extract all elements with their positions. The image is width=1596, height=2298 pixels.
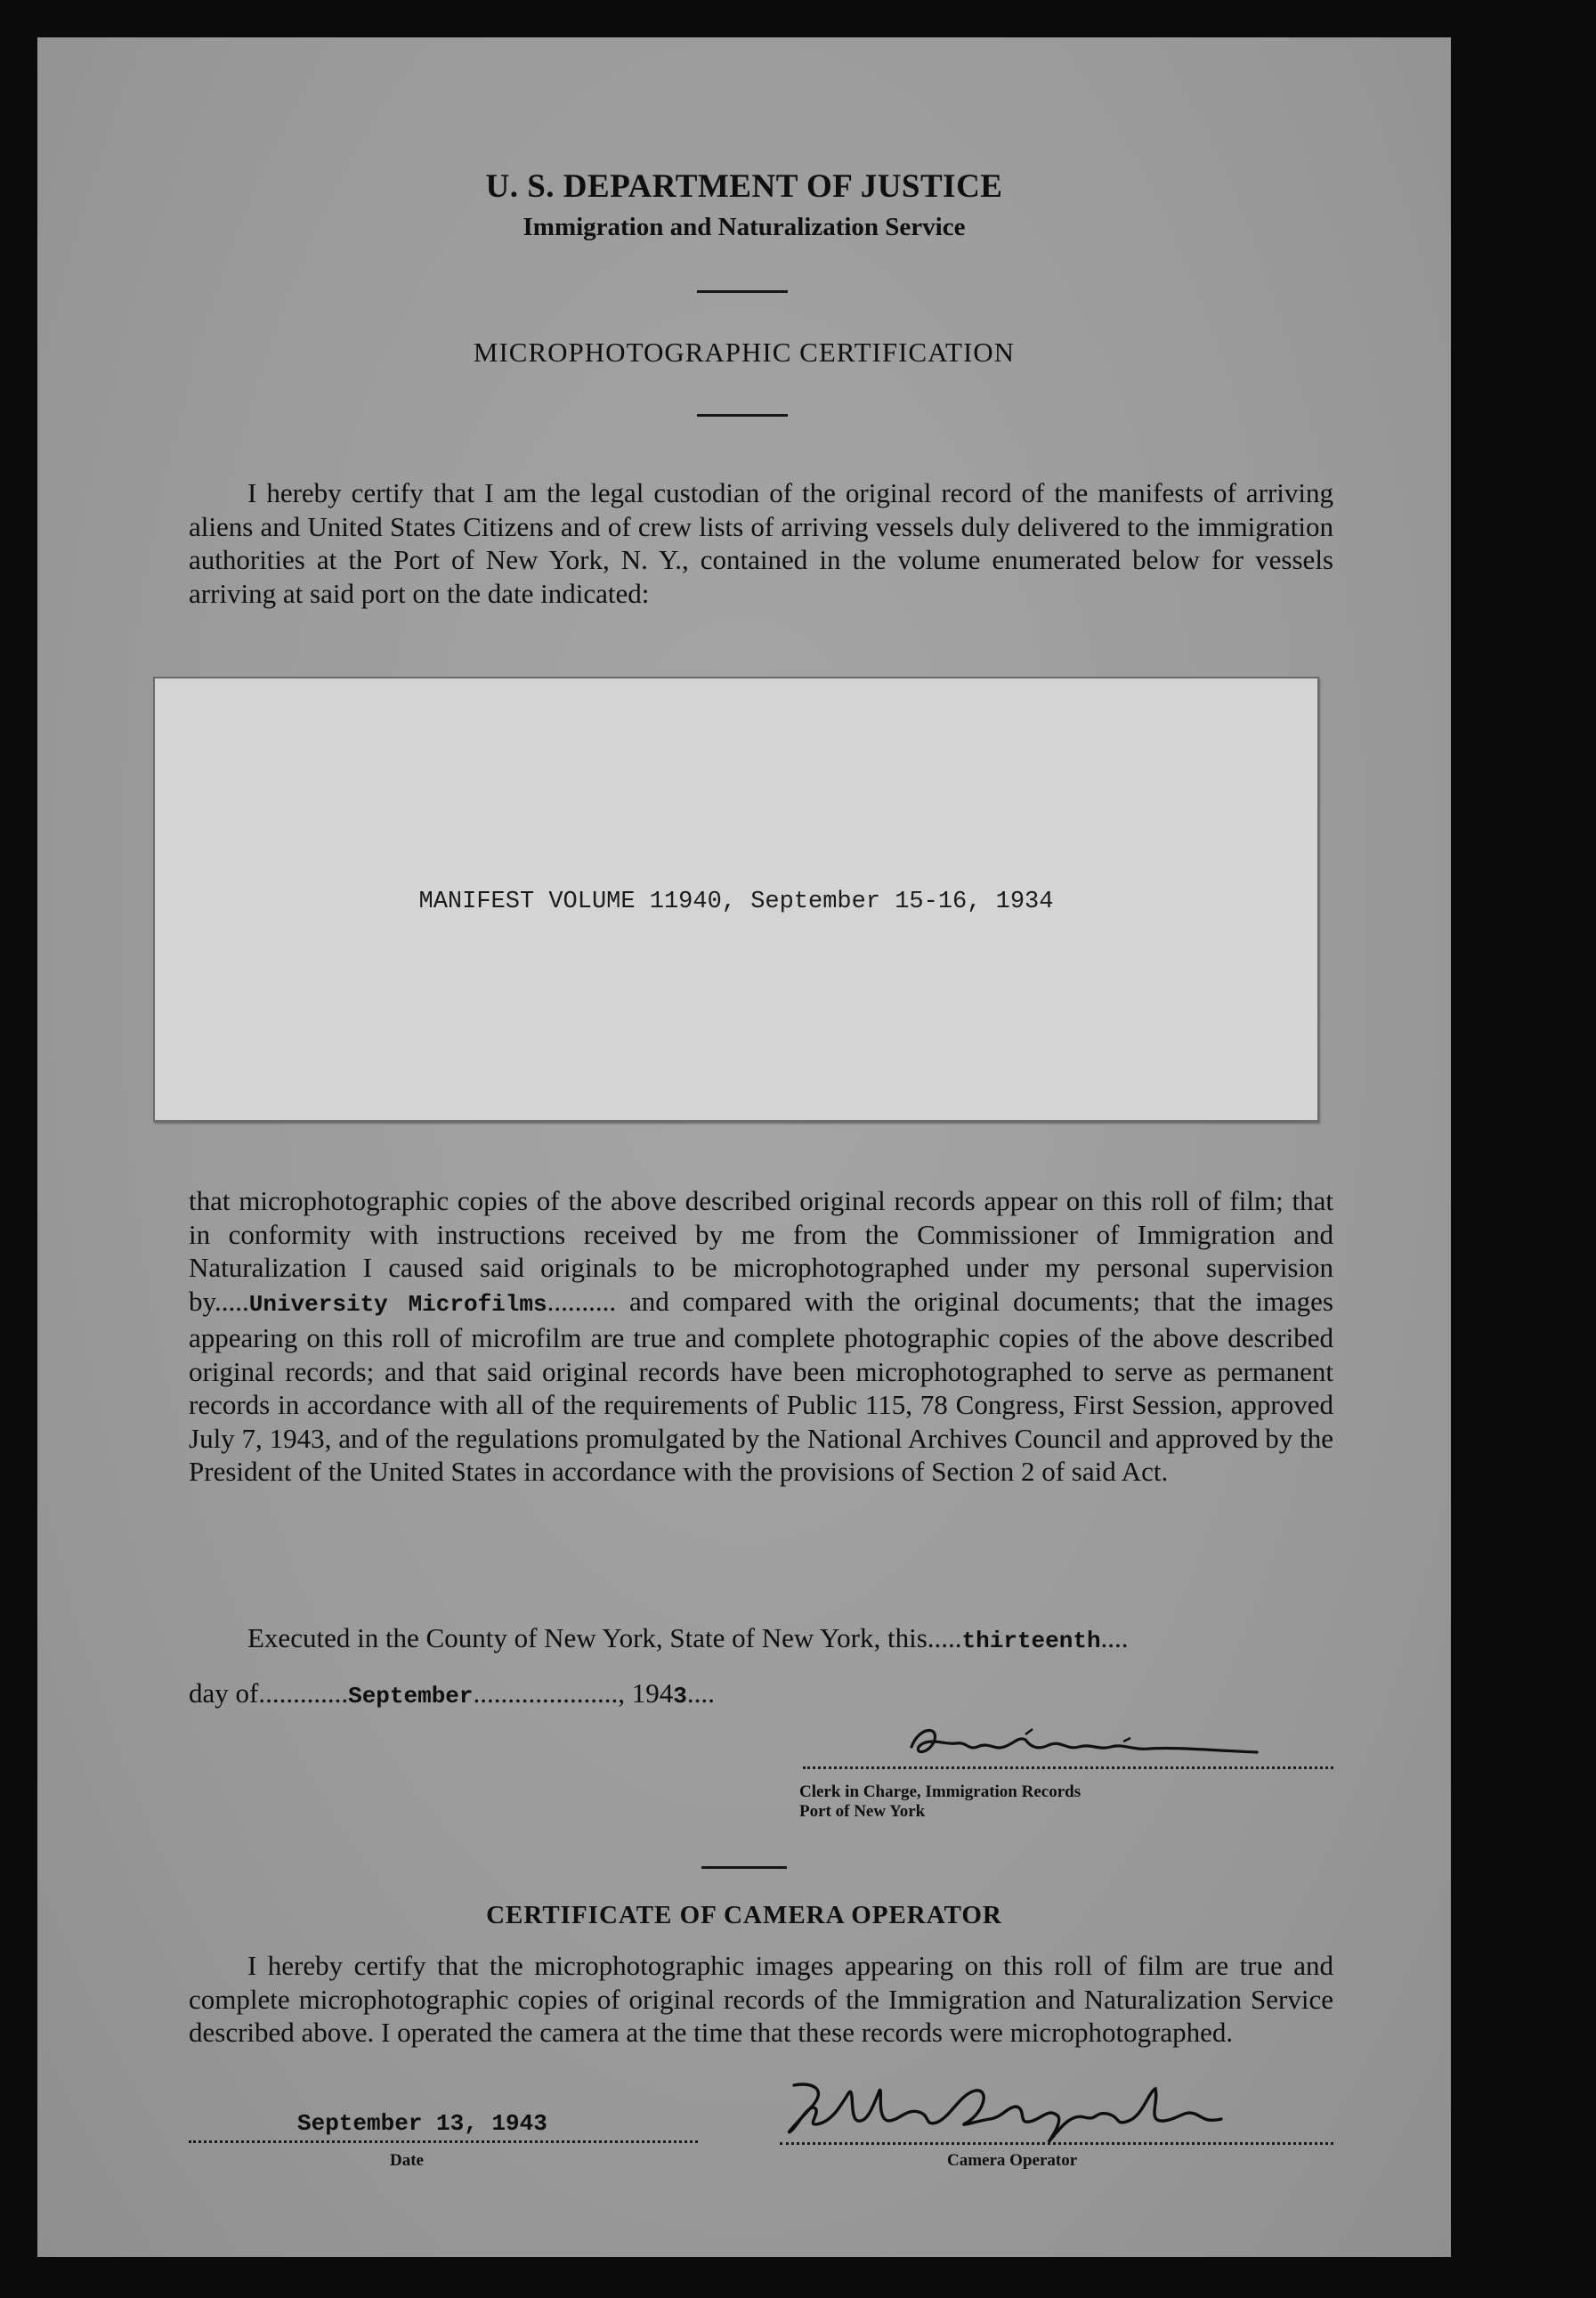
dotted-leader: .... xyxy=(686,1677,715,1709)
clerk-signature-line xyxy=(803,1766,1333,1769)
microfilm-company-value: University Microfilms xyxy=(248,1290,547,1318)
execution-month-value: September xyxy=(348,1683,474,1709)
body-paragraph xyxy=(189,1184,1333,1489)
year-digit-value: 3 xyxy=(673,1683,687,1709)
date-label: Date xyxy=(390,2151,424,2170)
certificate-sheet xyxy=(37,37,1451,2257)
date-line xyxy=(189,1677,715,1709)
clerk-title-line2: Port of New York xyxy=(799,1802,926,1821)
body-text-part1: that microphotographic copies of the above described original records appear on this roll of film; that in conformity with instructions received by me from the Commissioner of Immigration and Naturalization I caused said originals to be microphotographed under my personal supervision by xyxy=(189,1185,1333,1317)
divider-rule xyxy=(701,1866,787,1869)
agency-heading: U. S. DEPARTMENT OF JUSTICE xyxy=(485,168,1003,205)
dotted-leader: .... xyxy=(1100,1622,1129,1653)
dotted-leader: ............. xyxy=(258,1677,349,1709)
dotted-leader: ..................... xyxy=(473,1677,619,1709)
divider-rule xyxy=(697,414,788,417)
volume-slip-text: MANIFEST VOLUME 11940, September 15-16, 1934 xyxy=(418,889,1054,915)
dotted-leader: .......... xyxy=(547,1285,617,1317)
clerk-signature xyxy=(892,1720,1301,1765)
divider-rule xyxy=(697,290,788,293)
year-prefix: , 194 xyxy=(618,1677,674,1709)
date-signature-line xyxy=(189,2140,698,2143)
dotted-leader: ..... xyxy=(927,1622,962,1653)
camera-operator-paragraph: I hereby certify that the microphotographic images appearing on this roll of film are true and complete microphotographic copies of original records of the Immigration and Naturalization Service described above. I operated the camera at the time that these records were microphotographed. xyxy=(189,1950,1333,2048)
camera-operator-label: Camera Operator xyxy=(947,2151,1078,2170)
execution-day-value: thirteenth xyxy=(961,1628,1101,1654)
intro-paragraph: I hereby certify that I am the legal custodian of the original record of the manifests of arriving aliens and United States Citizens and of crew lists of arriving vessels duly delivered to the immigration authorities at the Port of New York, N. Y., contained in the volume enumerated below for vessels arriving at said port on the date indicated: xyxy=(189,477,1333,609)
operator-signature-line xyxy=(780,2142,1333,2145)
service-subheading: Immigration and Naturalization Service xyxy=(523,213,966,241)
body-text-part2: and compared with the original documents; that the images appearing on this roll of microfilm are true and complete photographic copies of the above described original records; and that said original records have been microphotographed to serve as permanent records in accordance with all of the requirements of Public 115, 78 Congress, First Session, approved July 7, 1943, and of the regulations promulgated by the National Archives Council and approved by the President of the United States in accordance with the provisions of Section 2 of said Act. xyxy=(189,1285,1333,1487)
camera-date-value: September 13, 1943 xyxy=(297,2110,547,2137)
execution-lead: Executed in the County of New York, State of New York, this xyxy=(247,1622,928,1653)
camera-operator-heading: CERTIFICATE OF CAMERA OPERATOR xyxy=(486,1901,1002,1929)
volume-slip xyxy=(153,677,1319,1122)
camera-operator-signature xyxy=(749,2076,1337,2148)
certification-title: MICROPHOTOGRAPHIC CERTIFICATION xyxy=(473,337,1016,368)
clerk-title-line1: Clerk in Charge, Immigration Records xyxy=(799,1782,1082,1801)
execution-line xyxy=(247,1622,1129,1654)
dotted-leader: ..... xyxy=(215,1285,249,1317)
day-of-label: day of xyxy=(189,1677,259,1709)
